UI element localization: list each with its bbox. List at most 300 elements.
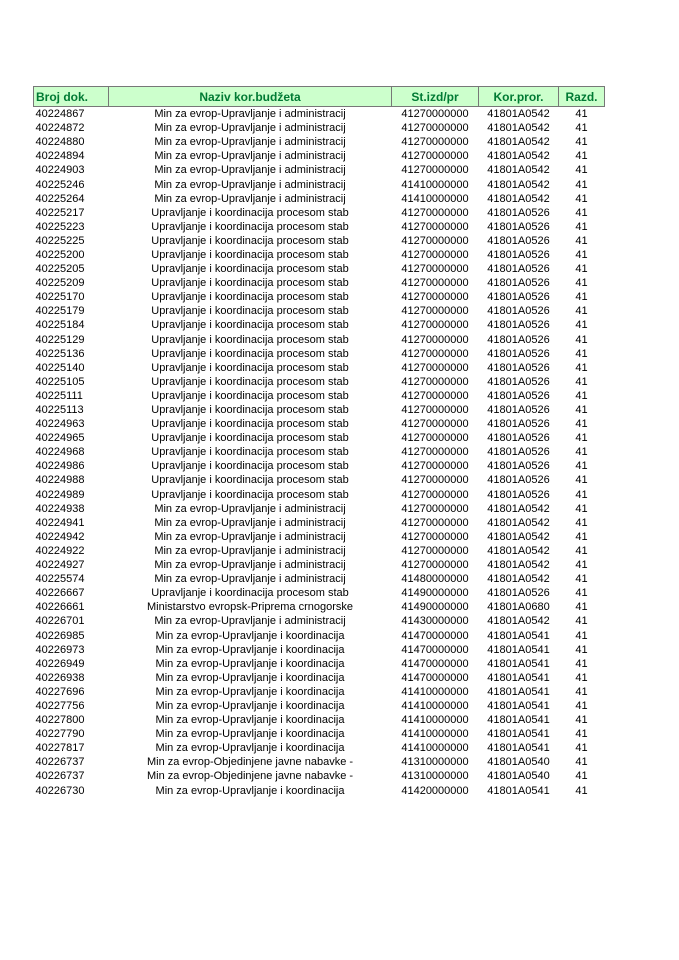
cell-naziv: Upravljanje i koordinacija procesom stab (151, 446, 349, 459)
cell-broj-dok: 40224903 (35, 164, 85, 177)
cell-st-izd: 41310000000 (401, 770, 469, 783)
cell-razd: 41 (575, 685, 588, 698)
cell-razd: 41 (575, 150, 588, 163)
cell-st-izd: 41410000000 (401, 728, 469, 741)
cell-naziv: Upravljanje i koordinacija procesom stab (151, 263, 349, 276)
cell-broj-dok: 40225200 (35, 248, 85, 261)
cell-st-izd: 41270000000 (401, 432, 469, 445)
cell-kor-pror: 41801A0541 (487, 742, 550, 755)
cell-broj-dok: 40225170 (35, 291, 85, 304)
cell-kor-pror: 41801A0526 (487, 347, 550, 360)
cell-st-izd: 41270000000 (401, 516, 469, 529)
table-row (34, 107, 605, 122)
table-row (34, 586, 605, 600)
cell-razd: 41 (575, 333, 588, 346)
table-row (34, 657, 605, 671)
header-row (34, 87, 605, 107)
table-row (34, 276, 605, 290)
table-row (34, 473, 605, 487)
cell-st-izd: 41490000000 (401, 601, 469, 614)
cell-st-izd: 41470000000 (401, 643, 469, 656)
cell-kor-pror: 41801A0542 (487, 530, 550, 543)
table-row (34, 192, 605, 206)
table-row (34, 347, 605, 361)
cell-broj-dok: 40225179 (35, 305, 85, 318)
cell-kor-pror: 41801A0540 (487, 756, 550, 769)
cell-broj-dok: 40225111 (35, 389, 83, 402)
cell-razd: 41 (575, 234, 588, 247)
cell-broj-dok: 40224968 (35, 446, 85, 459)
cell-st-izd: 41410000000 (401, 714, 469, 727)
cell-kor-pror: 41801A0526 (487, 488, 550, 501)
table-row (34, 163, 605, 177)
cell-kor-pror: 41801A0526 (487, 263, 550, 276)
cell-kor-pror: 41801A0541 (487, 629, 550, 642)
cell-razd: 41 (575, 587, 588, 600)
cell-broj-dok: 40224880 (35, 136, 85, 149)
cell-naziv: Upravljanje i koordinacija procesom stab (151, 319, 349, 332)
cell-st-izd: 41270000000 (401, 389, 469, 402)
table-row (34, 417, 605, 431)
cell-naziv: Min za evrop-Upravljanje i administracij (154, 136, 346, 149)
cell-st-izd: 41430000000 (401, 615, 469, 628)
cell-broj-dok: 40225246 (35, 178, 85, 191)
cell-razd: 41 (575, 516, 588, 529)
cell-razd: 41 (575, 460, 588, 473)
table-row (34, 741, 605, 755)
cell-razd: 41 (575, 756, 588, 769)
table-row (34, 304, 605, 318)
cell-st-izd: 41270000000 (401, 206, 469, 219)
cell-kor-pror: 41801A0526 (487, 404, 550, 417)
cell-naziv: Min za evrop-Upravljanje i koordinacija (155, 784, 345, 797)
cell-naziv: Min za evrop-Upravljanje i administracij (154, 122, 346, 135)
cell-kor-pror: 41801A0680 (487, 601, 550, 614)
cell-broj-dok: 40224894 (35, 150, 85, 163)
cell-st-izd: 41470000000 (401, 657, 469, 670)
cell-st-izd: 41270000000 (401, 305, 469, 318)
cell-kor-pror: 41801A0542 (487, 559, 550, 572)
table-row (34, 459, 605, 473)
cell-razd: 41 (575, 319, 588, 332)
cell-broj-dok: 40226701 (35, 615, 85, 628)
cell-naziv: Min za evrop-Upravljanje i administracij (154, 108, 346, 121)
table-row (34, 121, 605, 135)
cell-broj-dok: 40224938 (35, 502, 85, 515)
cell-broj-dok: 40224986 (35, 460, 85, 473)
cell-razd: 41 (575, 375, 588, 388)
cell-st-izd: 41270000000 (401, 474, 469, 487)
cell-broj-dok: 40226938 (35, 671, 85, 684)
cell-naziv: Upravljanje i koordinacija procesom stab (151, 277, 349, 290)
cell-st-izd: 41270000000 (401, 559, 469, 572)
cell-broj-dok: 40225217 (35, 206, 85, 219)
table-row (34, 671, 605, 685)
cell-naziv: Upravljanje i koordinacija procesom stab (151, 587, 349, 600)
table-row (34, 713, 605, 727)
cell-st-izd: 41270000000 (401, 220, 469, 233)
cell-naziv: Min za evrop-Upravljanje i koordinacija (155, 742, 345, 755)
cell-kor-pror: 41801A0526 (487, 248, 550, 261)
cell-kor-pror: 41801A0526 (487, 418, 550, 431)
cell-naziv: Upravljanje i koordinacija procesom stab (151, 361, 349, 374)
cell-st-izd: 41270000000 (401, 333, 469, 346)
cell-broj-dok: 40225209 (35, 277, 85, 290)
header-kor-pror: Kor.pror. (479, 87, 559, 107)
cell-kor-pror: 41801A0526 (487, 206, 550, 219)
cell-razd: 41 (575, 770, 588, 783)
cell-razd: 41 (575, 418, 588, 431)
cell-broj-dok: 40227800 (35, 714, 85, 727)
cell-kor-pror: 41801A0542 (487, 502, 550, 515)
cell-kor-pror: 41801A0541 (487, 714, 550, 727)
cell-st-izd: 41410000000 (401, 685, 469, 698)
cell-kor-pror: 41801A0540 (487, 770, 550, 783)
cell-kor-pror: 41801A0526 (487, 361, 550, 374)
cell-razd: 41 (575, 699, 588, 712)
cell-razd: 41 (575, 404, 588, 417)
table-row (34, 248, 605, 262)
cell-naziv: Upravljanje i koordinacija procesom stab (151, 347, 349, 360)
cell-broj-dok: 40225136 (35, 347, 85, 360)
cell-kor-pror: 41801A0541 (487, 728, 550, 741)
cell-broj-dok: 40226737 (35, 770, 85, 783)
cell-razd: 41 (575, 361, 588, 374)
cell-st-izd: 41270000000 (401, 108, 469, 121)
cell-st-izd: 41270000000 (401, 488, 469, 501)
cell-st-izd: 41410000000 (401, 192, 469, 205)
cell-st-izd: 41270000000 (401, 502, 469, 515)
cell-razd: 41 (575, 206, 588, 219)
cell-kor-pror: 41801A0526 (487, 474, 550, 487)
cell-naziv: Upravljanje i koordinacija procesom stab (151, 375, 349, 388)
cell-naziv: Min za evrop-Objedinjene javne nabavke - (146, 770, 354, 783)
cell-broj-dok: 40225225 (35, 234, 85, 247)
cell-broj-dok: 40224922 (35, 544, 85, 557)
cell-st-izd: 41270000000 (401, 446, 469, 459)
cell-kor-pror: 41801A0542 (487, 192, 550, 205)
table-row (34, 628, 605, 642)
cell-razd: 41 (575, 643, 588, 656)
cell-st-izd: 41480000000 (401, 573, 469, 586)
header-naziv: Naziv kor.budžeta (109, 87, 392, 107)
table-row (34, 135, 605, 149)
cell-razd: 41 (575, 728, 588, 741)
cell-st-izd: 41270000000 (401, 404, 469, 417)
cell-naziv: Ministarstvo evropsk-Priprema crnogorske (146, 601, 353, 614)
cell-naziv: Upravljanje i koordinacija procesom stab (151, 206, 349, 219)
table-row (34, 445, 605, 459)
cell-naziv: Min za evrop-Upravljanje i administracij (154, 516, 346, 529)
cell-kor-pror: 41801A0526 (487, 305, 550, 318)
cell-razd: 41 (575, 122, 588, 135)
cell-kor-pror: 41801A0526 (487, 333, 550, 346)
cell-razd: 41 (575, 544, 588, 557)
header-razd: Razd. (559, 87, 605, 107)
cell-naziv: Upravljanje i koordinacija procesom stab (151, 488, 349, 501)
cell-broj-dok: 40226985 (35, 629, 85, 642)
table-row (34, 488, 605, 502)
cell-kor-pror: 41801A0541 (487, 657, 550, 670)
cell-razd: 41 (575, 164, 588, 177)
cell-razd: 41 (575, 220, 588, 233)
table-row (34, 318, 605, 332)
cell-kor-pror: 41801A0541 (487, 643, 550, 656)
cell-naziv: Min za evrop-Objedinjene javne nabavke - (146, 756, 354, 769)
table-row (34, 784, 605, 798)
cell-kor-pror: 41801A0542 (487, 544, 550, 557)
cell-kor-pror: 41801A0526 (487, 460, 550, 473)
cell-st-izd: 41410000000 (401, 178, 469, 191)
cell-st-izd: 41270000000 (401, 164, 469, 177)
cell-kor-pror: 41801A0542 (487, 108, 550, 121)
cell-st-izd: 41270000000 (401, 361, 469, 374)
cell-razd: 41 (575, 305, 588, 318)
cell-kor-pror: 41801A0542 (487, 615, 550, 628)
cell-kor-pror: 41801A0542 (487, 178, 550, 191)
cell-kor-pror: 41801A0526 (487, 291, 550, 304)
cell-broj-dok: 40227756 (35, 699, 85, 712)
cell-st-izd: 41270000000 (401, 544, 469, 557)
cell-razd: 41 (575, 488, 588, 501)
table-row (34, 361, 605, 375)
cell-razd: 41 (575, 474, 588, 487)
cell-broj-dok: 40224963 (35, 418, 85, 431)
cell-naziv: Min za evrop-Upravljanje i koordinacija (155, 657, 345, 670)
cell-razd: 41 (575, 601, 588, 614)
spreadsheet (33, 86, 605, 798)
cell-naziv: Min za evrop-Upravljanje i administracij (154, 544, 346, 557)
table-body (34, 107, 605, 798)
cell-kor-pror: 41801A0541 (487, 671, 550, 684)
cell-naziv: Upravljanje i koordinacija procesom stab (151, 305, 349, 318)
cell-razd: 41 (575, 502, 588, 515)
cell-broj-dok: 40226667 (35, 587, 85, 600)
cell-broj-dok: 40227790 (35, 728, 85, 741)
cell-st-izd: 41310000000 (401, 756, 469, 769)
table-row (34, 685, 605, 699)
cell-broj-dok: 40224965 (35, 432, 85, 445)
cell-razd: 41 (575, 559, 588, 572)
cell-razd: 41 (575, 248, 588, 261)
cell-st-izd: 41270000000 (401, 122, 469, 135)
cell-naziv: Upravljanje i koordinacija procesom stab (151, 291, 349, 304)
table-row (34, 290, 605, 304)
table-row (34, 389, 605, 403)
cell-naziv: Min za evrop-Upravljanje i koordinacija (155, 643, 345, 656)
cell-razd: 41 (575, 291, 588, 304)
cell-broj-dok: 40224942 (35, 530, 85, 543)
cell-kor-pror: 41801A0542 (487, 136, 550, 149)
cell-naziv: Upravljanje i koordinacija procesom stab (151, 333, 349, 346)
cell-naziv: Upravljanje i koordinacija procesom stab (151, 418, 349, 431)
table-row (34, 755, 605, 769)
table-row (34, 149, 605, 163)
table-row (34, 177, 605, 191)
cell-razd: 41 (575, 389, 588, 402)
cell-naziv: Upravljanje i koordinacija procesom stab (151, 234, 349, 247)
cell-razd: 41 (575, 742, 588, 755)
cell-st-izd: 41270000000 (401, 248, 469, 261)
cell-naziv: Upravljanje i koordinacija procesom stab (151, 248, 349, 261)
cell-kor-pror: 41801A0526 (487, 220, 550, 233)
cell-naziv: Min za evrop-Upravljanje i koordinacija (155, 714, 345, 727)
cell-naziv: Upravljanje i koordinacija procesom stab (151, 460, 349, 473)
table-row (34, 220, 605, 234)
cell-broj-dok: 40224989 (35, 488, 85, 501)
cell-razd: 41 (575, 671, 588, 684)
table-row (34, 769, 605, 783)
header-broj-dok: Broj dok. (34, 87, 109, 107)
cell-razd: 41 (575, 784, 588, 797)
table-row (34, 558, 605, 572)
cell-broj-dok: 40225129 (35, 333, 85, 346)
cell-broj-dok: 40226730 (35, 784, 85, 797)
cell-st-izd: 41410000000 (401, 699, 469, 712)
cell-naziv: Upravljanje i koordinacija procesom stab (151, 404, 349, 417)
cell-st-izd: 41270000000 (401, 263, 469, 276)
cell-st-izd: 41270000000 (401, 136, 469, 149)
cell-kor-pror: 41801A0542 (487, 164, 550, 177)
cell-naziv: Upravljanje i koordinacija procesom stab (151, 432, 349, 445)
cell-kor-pror: 41801A0526 (487, 375, 550, 388)
header-st-izd: St.izd/pr (392, 87, 479, 107)
table-row (34, 262, 605, 276)
cell-naziv: Min za evrop-Upravljanje i administracij (154, 150, 346, 163)
cell-razd: 41 (575, 108, 588, 121)
cell-naziv: Min za evrop-Upravljanje i administracij (154, 615, 346, 628)
cell-kor-pror: 41801A0542 (487, 573, 550, 586)
cell-kor-pror: 41801A0526 (487, 277, 550, 290)
cell-kor-pror: 41801A0526 (487, 432, 550, 445)
cell-broj-dok: 40224927 (35, 559, 85, 572)
cell-broj-dok: 40225105 (35, 375, 85, 388)
cell-st-izd: 41270000000 (401, 530, 469, 543)
cell-broj-dok: 40227696 (35, 685, 85, 698)
table-row (34, 643, 605, 657)
cell-st-izd: 41270000000 (401, 291, 469, 304)
cell-st-izd: 41270000000 (401, 460, 469, 473)
cell-kor-pror: 41801A0541 (487, 699, 550, 712)
table-row (34, 333, 605, 347)
cell-razd: 41 (575, 347, 588, 360)
cell-st-izd: 41270000000 (401, 375, 469, 388)
cell-razd: 41 (575, 615, 588, 628)
cell-razd: 41 (575, 136, 588, 149)
cell-broj-dok: 40225574 (35, 573, 85, 586)
cell-broj-dok: 40225184 (35, 319, 85, 332)
cell-razd: 41 (575, 714, 588, 727)
table-row (34, 206, 605, 220)
cell-razd: 41 (575, 573, 588, 586)
cell-broj-dok: 40225223 (35, 220, 85, 233)
table-row (34, 375, 605, 389)
cell-naziv: Upravljanje i koordinacija procesom stab (151, 389, 349, 402)
table-row (34, 403, 605, 417)
cell-naziv: Min za evrop-Upravljanje i koordinacija (155, 671, 345, 684)
cell-kor-pror: 41801A0526 (487, 446, 550, 459)
table-row (34, 544, 605, 558)
cell-st-izd: 41410000000 (401, 742, 469, 755)
cell-razd: 41 (575, 178, 588, 191)
cell-broj-dok: 40225264 (35, 192, 85, 205)
cell-razd: 41 (575, 192, 588, 205)
cell-naziv: Min za evrop-Upravljanje i administracij (154, 164, 346, 177)
cell-broj-dok: 40226737 (35, 756, 85, 769)
cell-broj-dok: 40224872 (35, 122, 85, 135)
cell-naziv: Min za evrop-Upravljanje i administracij (154, 573, 346, 586)
cell-naziv: Upravljanje i koordinacija procesom stab (151, 220, 349, 233)
cell-razd: 41 (575, 629, 588, 642)
cell-naziv: Min za evrop-Upravljanje i koordinacija (155, 728, 345, 741)
cell-st-izd: 41490000000 (401, 587, 469, 600)
cell-kor-pror: 41801A0542 (487, 122, 550, 135)
cell-st-izd: 41470000000 (401, 671, 469, 684)
cell-st-izd: 41270000000 (401, 418, 469, 431)
cell-naziv: Upravljanje i koordinacija procesom stab (151, 474, 349, 487)
cell-kor-pror: 41801A0526 (487, 587, 550, 600)
table-row (34, 431, 605, 445)
cell-kor-pror: 41801A0542 (487, 516, 550, 529)
table-row (34, 516, 605, 530)
cell-naziv: Min za evrop-Upravljanje i administracij (154, 178, 346, 191)
table-row (34, 614, 605, 628)
cell-broj-dok: 40225140 (35, 361, 85, 374)
table-row (34, 699, 605, 713)
cell-st-izd: 41470000000 (401, 629, 469, 642)
cell-naziv: Min za evrop-Upravljanje i koordinacija (155, 699, 345, 712)
cell-broj-dok: 40226973 (35, 643, 85, 656)
cell-razd: 41 (575, 446, 588, 459)
cell-razd: 41 (575, 432, 588, 445)
documents-table (33, 86, 605, 798)
cell-kor-pror: 41801A0526 (487, 389, 550, 402)
cell-broj-dok: 40226661 (35, 601, 85, 614)
cell-broj-dok: 40225205 (35, 263, 85, 276)
cell-st-izd: 41270000000 (401, 150, 469, 163)
cell-naziv: Min za evrop-Upravljanje i administracij (154, 559, 346, 572)
cell-kor-pror: 41801A0541 (487, 784, 550, 797)
cell-razd: 41 (575, 263, 588, 276)
cell-broj-dok: 40227817 (35, 742, 85, 755)
table-row (34, 727, 605, 741)
cell-st-izd: 41270000000 (401, 319, 469, 332)
cell-kor-pror: 41801A0541 (487, 685, 550, 698)
cell-naziv: Min za evrop-Upravljanje i koordinacija (155, 685, 345, 698)
cell-broj-dok: 40224941 (35, 516, 85, 529)
table-row (34, 502, 605, 516)
table-row (34, 600, 605, 614)
table-row (34, 530, 605, 544)
cell-st-izd: 41270000000 (401, 277, 469, 290)
table-row (34, 234, 605, 248)
cell-broj-dok: 40224988 (35, 474, 85, 487)
cell-naziv: Min za evrop-Upravljanje i administracij (154, 530, 346, 543)
cell-razd: 41 (575, 657, 588, 670)
table-row (34, 572, 605, 586)
cell-kor-pror: 41801A0526 (487, 319, 550, 332)
cell-st-izd: 41420000000 (401, 784, 469, 797)
cell-st-izd: 41270000000 (401, 347, 469, 360)
cell-razd: 41 (575, 530, 588, 543)
cell-naziv: Min za evrop-Upravljanje i administracij (154, 192, 346, 205)
cell-broj-dok: 40225113 (35, 404, 84, 417)
cell-razd: 41 (575, 277, 588, 290)
cell-naziv: Min za evrop-Upravljanje i administracij (154, 502, 346, 515)
cell-st-izd: 41270000000 (401, 234, 469, 247)
cell-broj-dok: 40226949 (35, 657, 85, 670)
cell-kor-pror: 41801A0526 (487, 234, 550, 247)
